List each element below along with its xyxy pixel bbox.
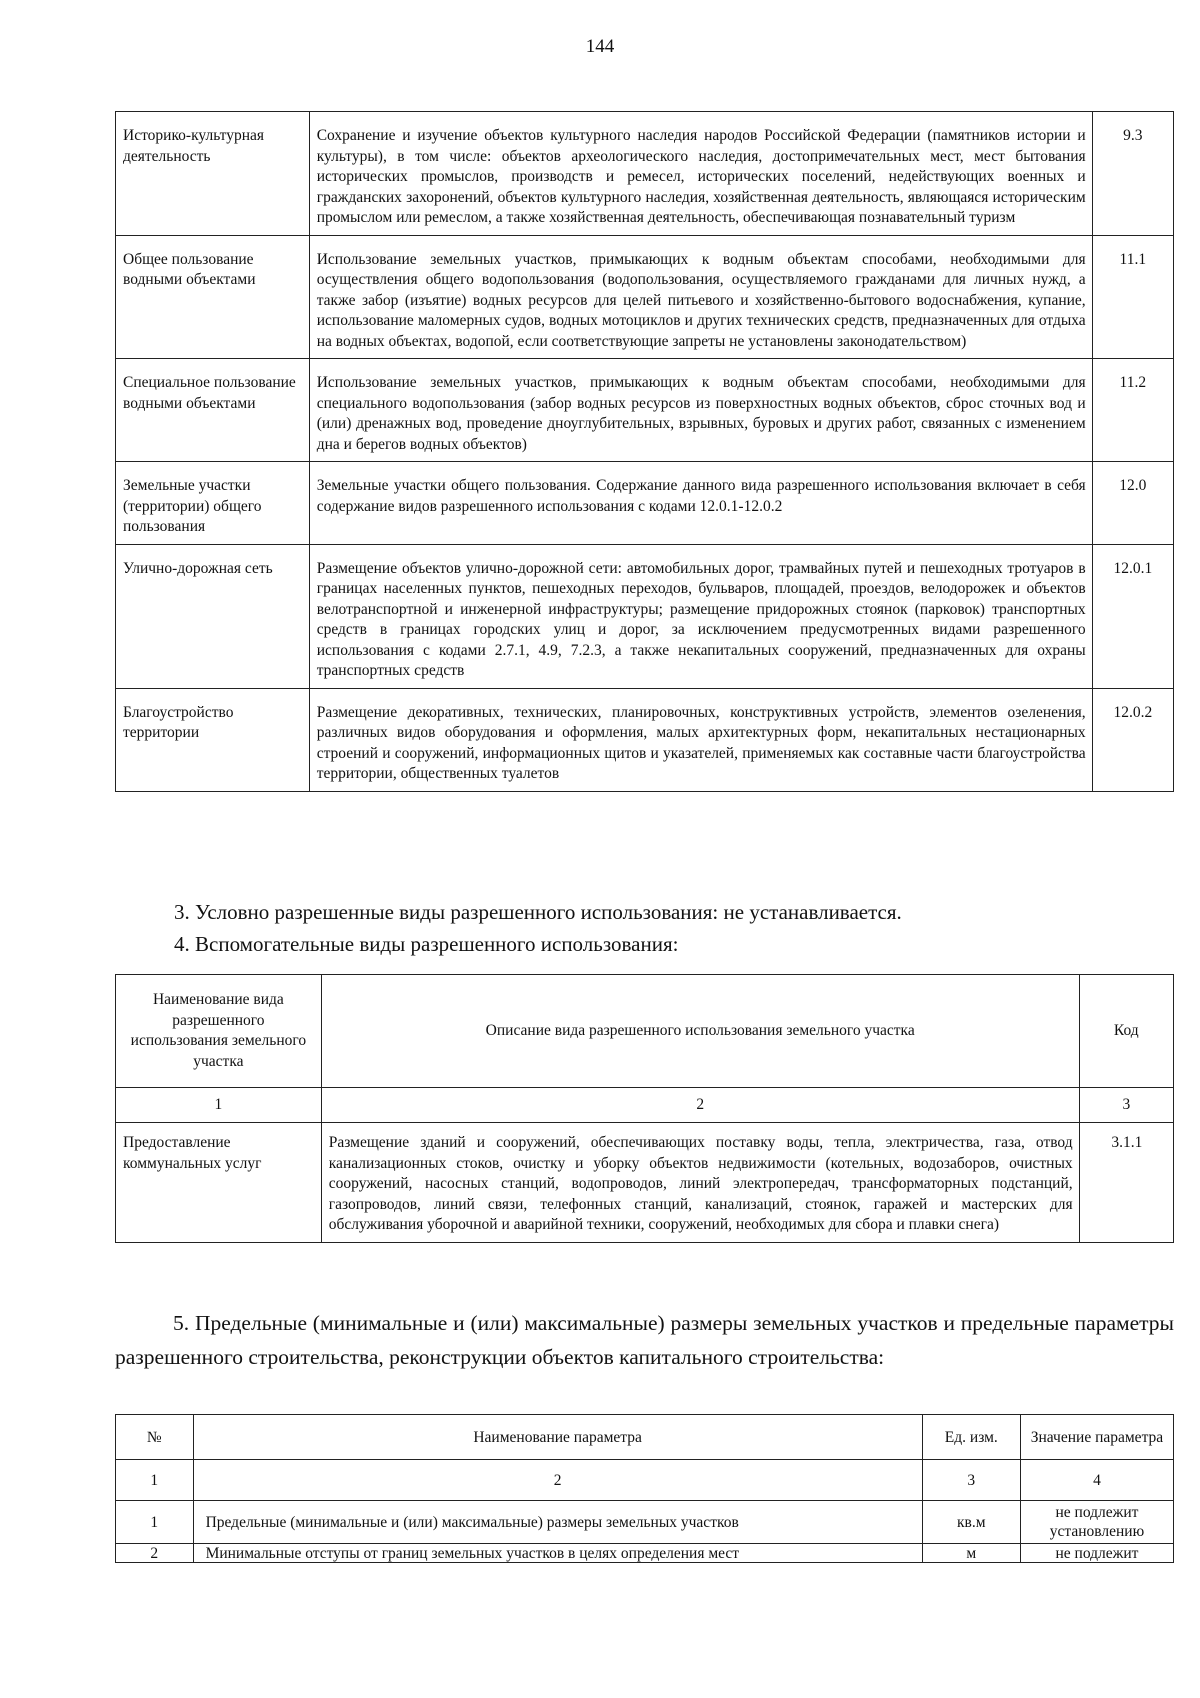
- table-header-row: [116, 975, 1174, 1088]
- use-code: 11.2: [1092, 359, 1173, 462]
- use-code: 9.3: [1092, 112, 1173, 236]
- use-name: Общее пользование водными объектами: [116, 235, 310, 359]
- table-row: [116, 462, 1174, 545]
- auxiliary-uses-table: [115, 974, 1174, 1243]
- header-description: Описание вида разрешенного использования земельного участка: [321, 975, 1079, 1088]
- table-row: [116, 235, 1174, 359]
- page-number: 144: [585, 36, 615, 57]
- use-code: 11.1: [1092, 235, 1173, 359]
- column-number: 4: [1020, 1460, 1173, 1501]
- use-name: Благоустройство территории: [116, 688, 310, 791]
- parameters-table: [115, 1414, 1174, 1563]
- header-unit: Ед. изм.: [922, 1415, 1020, 1460]
- use-code: 12.0.2: [1092, 688, 1173, 791]
- use-description: Использование земельных участков, примыкающих к водным объектам способами, необходимыми для осуществления общего водопользования (водопользования, осуществляемого гражданами для личных нужд, а также забор (изъятие) водных ресурсов для целей питьевого и хозяйственно-бытового водоснабжения, купание, использование маломерных судов, водных мотоциклов и других технических средств, предназначенных для отдыха на водных объектах, водопой, если соответствующие запреты не установлены законодательством): [309, 235, 1092, 359]
- column-number: 3: [1079, 1088, 1173, 1123]
- table-row: [116, 1544, 1174, 1563]
- use-description: Земельные участки общего пользования. Содержание данного вида разрешенного использования включает в себя содержание видов разрешенного использования с кодами 12.0.1-12.0.2: [309, 462, 1092, 545]
- table-row: [116, 688, 1174, 791]
- row-number: 2: [116, 1544, 194, 1563]
- column-number: 3: [922, 1460, 1020, 1501]
- paragraph-auxiliary-uses: 4. Вспомогательные виды разрешенного использования:: [174, 932, 679, 956]
- table-header-row: [116, 1415, 1174, 1460]
- table-row: [116, 1123, 1174, 1243]
- use-description: Размещение декоративных, технических, планировочных, конструктивных устройств, элементов озеленения, различных видов оборудования и оформления, малых архитектурных форм, некапитальных нестационарных строений и сооружений, информационных щитов и указателей, применяемых как составные части благоустройства территории, общественных туалетов: [309, 688, 1092, 791]
- header-name: Наименование вида разрешенного использования земельного участка: [116, 975, 322, 1088]
- table-row: [116, 112, 1174, 236]
- use-code: 3.1.1: [1079, 1123, 1173, 1243]
- parameter-unit: кв.м: [922, 1501, 1020, 1544]
- header-number: №: [116, 1415, 194, 1460]
- table-number-row: [116, 1088, 1174, 1123]
- column-number: 2: [193, 1460, 922, 1501]
- use-name: Улично-дорожная сеть: [116, 544, 310, 688]
- parameter-unit: м: [922, 1544, 1020, 1563]
- use-description: Сохранение и изучение объектов культурного наследия народов Российской Федерации (памятников истории и культуры), в том числе: объектов археологического наследия, достопримечательных мест, мест бытования исторических промыслов, производств и ремесел, исторических поселений, недействующих военных и гражданских захоронений, объектов культурного наследия, хозяйственная деятельность, являющаяся историческим промыслом или ремеслом, а также хозяйственная деятельность, обеспечивающая познавательный туризм: [309, 112, 1092, 236]
- paragraph-limit-parameters: 5. Предельные (минимальные и (или) максимальные) размеры земельных участков и предельные параметры разрешенного строительства, реконструкции объектов капитального строительства:: [115, 1311, 1174, 1369]
- header-code: Код: [1079, 975, 1173, 1088]
- use-name: Историко-культурная деятельность: [116, 112, 310, 236]
- header-parameter-name: Наименование параметра: [193, 1415, 922, 1460]
- use-code: 12.0: [1092, 462, 1173, 545]
- parameter-name: Минимальные отступы от границ земельных участков в целях определения мест: [193, 1544, 922, 1563]
- use-description: Использование земельных участков, примыкающих к водным объектам способами, необходимыми для специального водопользования (забор водных ресурсов из поверхностных водных объектов, сброс сточных вод и (или) дренажных вод, проведение дноуглубительных, взрывных, буровых и других работ, связанных с изменением дна и берегов водных объектов): [309, 359, 1092, 462]
- table-number-row: [116, 1460, 1174, 1501]
- parameter-value: не подлежит установлению: [1020, 1501, 1173, 1544]
- parameter-value: не подлежит: [1020, 1544, 1173, 1563]
- use-name: Специальное пользование водными объектами: [116, 359, 310, 462]
- parameter-name: Предельные (минимальные и (или) максимальные) размеры земельных участков: [193, 1501, 922, 1544]
- row-number: 1: [116, 1501, 194, 1544]
- paragraph-conditional-uses: 3. Условно разрешенные виды разрешенного использования: не устанавливается.: [174, 900, 902, 924]
- column-number: 2: [321, 1088, 1079, 1123]
- header-value: Значение параметра: [1020, 1415, 1173, 1460]
- column-number: 1: [116, 1088, 322, 1123]
- column-number: 1: [116, 1460, 194, 1501]
- use-description: Размещение объектов улично-дорожной сети: автомобильных дорог, трамвайных путей и пешеходных тротуаров в границах населенных пунктов, пешеходных переходов, бульваров, площадей, проездов, велодорожек и объектов велотранспортной и инженерной инфраструктуры; размещение придорожных стоянок (парковок) транспортных средств в границах городских улиц и дорог, за исключением предусмотренных видами разрешенного использования с кодами 2.7.1, 4.9, 7.2.3, а также некапитальных сооружений, предназначенных для охраны транспортных средств: [309, 544, 1092, 688]
- permitted-uses-table: [115, 111, 1174, 792]
- table-row: [116, 359, 1174, 462]
- table-row: [116, 1501, 1174, 1544]
- use-code: 12.0.1: [1092, 544, 1173, 688]
- use-description: Размещение зданий и сооружений, обеспечивающих поставку воды, тепла, электричества, газа, отвод канализационных стоков, очистку и уборку объектов недвижимости (котельных, водозаборов, очистных сооружений, насосных станций, водопроводов, линий электропередач, трансформаторных подстанций, газопроводов, линий связи, телефонных станций, канализаций, стоянок, гаражей и мастерских для обслуживания уборочной и аварийной техники, сооружений, необходимых для сбора и плавки снега): [321, 1123, 1079, 1243]
- use-name: Предоставление коммунальных услуг: [116, 1123, 322, 1243]
- use-name: Земельные участки (территории) общего пользования: [116, 462, 310, 545]
- table-row: [116, 544, 1174, 688]
